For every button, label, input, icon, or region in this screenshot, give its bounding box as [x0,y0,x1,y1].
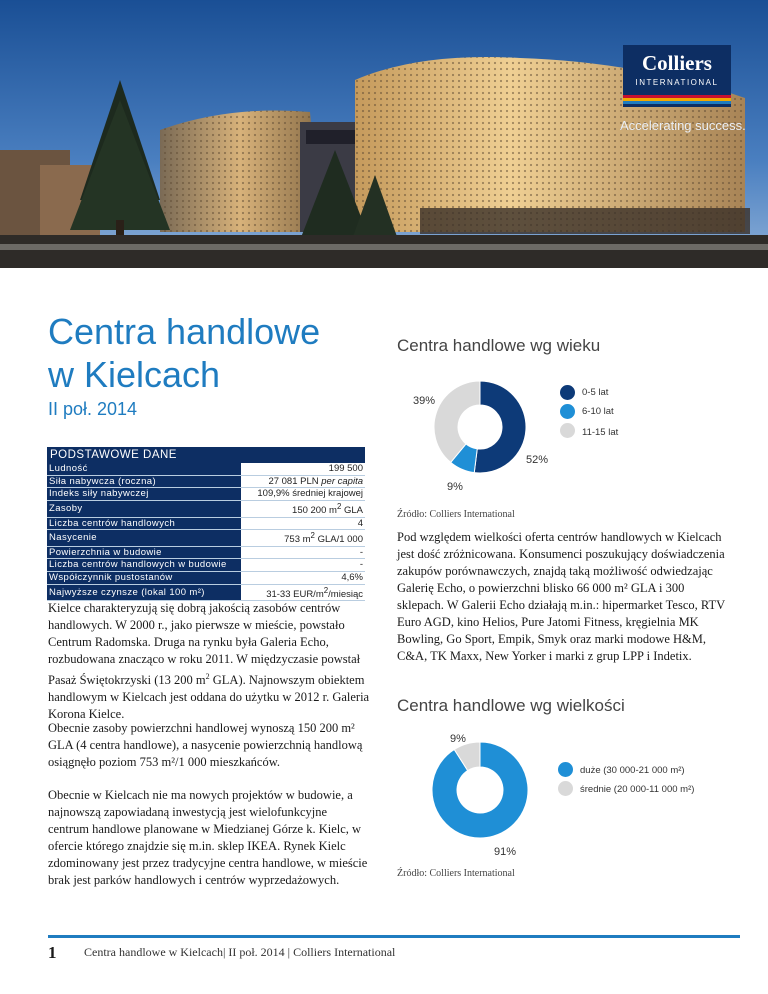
facts-label: Powierzchnia w budowie [47,546,241,559]
facts-value [241,475,365,488]
facts-value-unit: GLA/1 000 [314,534,363,546]
facts-value: 4,6% [241,572,365,585]
body-paragraph-1 [48,600,370,723]
facts-label: Ludność [47,463,241,475]
table-row [47,584,365,601]
colliers-logo [623,45,731,107]
p1-text-b: GLA). Najnowszym obiektem handlowym w Kielcach jest oddana do użytku w 2012 r. Galeria Korona Kielce. [48,673,370,722]
chart-size-donut [420,735,540,845]
facts-label: Indeks siły nabywczej [47,488,241,501]
legend-dot-6-10 [560,404,575,419]
facts-value [241,584,365,601]
footer-text: Centra handlowe w Kielcach| II poł. 2014 | Colliers International [84,945,396,959]
facts-value-main: 27 081 PLN [268,475,322,487]
page-subtitle: II poł. 2014 [48,399,138,419]
facts-value-unit: GLA [341,504,363,516]
table-row [47,463,365,475]
body-paragraph-3: Obecnie w Kielcach nie ma nowych projektów w budowie, a najnowszą zapowiadaną inwestycją jest wielofunkcyjne centrum handlowe planowane w Miedzianej Górze k. Kielc, w ofercie którego znajdzie się m.in. sklep IKEA. Rynek Kielc zdominowany jest przez tradycyjne centra handlowe, w mieście brak jest parków handlowych i centrów wyprzedażowych. [48,788,368,887]
legend-dot-0-5 [560,385,575,400]
facts-label: Najwyższe czynsze (lokal 100 m²) [47,584,241,601]
table-row [47,475,365,488]
table-row [47,488,365,501]
table-row [47,572,365,585]
tagline: Accelerating success. [620,118,746,133]
facts-value-main: 753 m [284,534,311,546]
facts-value-sup: 2 [310,531,315,541]
hero-illustration [0,0,768,268]
facts-label: Siła nabywcza (roczna) [47,475,241,488]
legend-dot-11-15 [560,423,575,438]
chart-size-source: Źródło: Colliers International [397,868,515,879]
legend-dot-large [558,762,573,777]
chart-age-donut [420,380,540,480]
chart-size-title: Centra handlowe wg wielkości [397,696,625,715]
facts-value: - [241,546,365,559]
p1-text-a: Kielce charakteryzują się dobrą jakością zasobów centrów handlowych. W 2000 r., jako pierwsze w mieście, powstało Centrum Radomska. Druga na rynku była Galeria Echo, rozbudowana znacząco w roku 2011. W międzyczasie powstał Pasaż Świętokrzyski (13 200 m [48,601,361,688]
body-paragraph-right: Pod względem wielkości oferta centrów handlowych w Kielcach jest dość zróżnicowana. Konsumenci poszukujący doświadczenia zakupów porównawczych, znajdą taką możliwość odwiedzając Galerię Echo, o powierzchni blisko 66 000 m² GLA i 300 sklepach. W Galerii Echo działają m.in.: hipermarket Tesco, RTV Euro AGD, kino Helios, Pure Jatomi Fitness, kręgielnia MK Bowling, Go Sport, Empik, Smyk oraz marki modowe H&M, C&A, TK Maxx, New Yorker i marki z grup LPP i Indetix. [397,530,725,663]
table-row [47,530,365,547]
legend-dot-medium [558,781,573,796]
table-row [47,517,365,530]
logo-stripe-blue [623,101,731,104]
facts-value: - [241,559,365,572]
facts-value [241,500,365,517]
facts-value [241,530,365,547]
table-row [47,559,365,572]
facts-value: 199 500 [241,463,365,475]
facts-value-main: 150 200 m [292,504,337,516]
facts-value: 109,9% średniej krajowej [241,488,365,501]
facts-value-em: per capita [321,475,363,487]
logo-name: Colliers [642,51,712,75]
p1-sup: 2 [205,672,210,681]
table-row [47,546,365,559]
facts-value-sup: 2 [323,585,329,595]
chart-age-source: Źródło: Colliers International [397,509,515,520]
facts-value-unit: /miesiąc [328,588,363,600]
facts-value-sup: 2 [336,501,342,511]
table-row [47,500,365,517]
chart-size-label-91: 91% [494,846,517,858]
chart-age-label-52: 52% [526,454,549,466]
facts-table [47,447,365,601]
page-number: 1 [48,943,57,962]
legend-label-medium: średnie (20 000-11 000 m²) [580,784,695,795]
chart-age-title: Centra handlowe wg wieku [397,336,601,355]
facts-label: Nasycenie [47,530,241,547]
facts-label: Zasoby [47,500,241,517]
chart-age-label-9: 9% [447,481,463,493]
legend-label-large: duże (30 000-21 000 m²) [580,765,685,776]
legend-label-0-5: 0-5 lat [582,387,609,398]
page-title [48,310,320,396]
title-line-2: w Kielcach [48,354,221,395]
hero-photo [0,0,768,268]
chart-age-label-39: 39% [413,395,436,407]
title-line-1: Centra handlowe [48,311,321,352]
facts-heading: PODSTAWOWE DANE [47,447,365,463]
facts-label: Liczba centrów handlowych w budowie [47,559,241,572]
legend-label-11-15: 11-15 lat [582,427,619,438]
slice-0-5-lat [474,381,526,473]
facts-label: Współczynnik pustostanów [47,572,241,585]
logo-subtext: INTERNATIONAL [635,78,719,87]
legend-label-6-10: 6-10 lat [582,406,614,417]
chart-size-label-9: 9% [450,733,466,745]
footer-rule [48,935,740,938]
facts-value: 4 [241,517,365,530]
facts-value-main: 31-33 EUR/m [266,588,324,600]
body-paragraph-2: Obecnie zasoby powierzchni handlowej wynoszą 150 200 m² GLA (4 centra handlowe), a nasycenie powierzchnią handlową osiągnęło poziom 753 m²/1 000 mieszkańców. [48,721,363,769]
facts-label: Liczba centrów handlowych [47,517,241,530]
